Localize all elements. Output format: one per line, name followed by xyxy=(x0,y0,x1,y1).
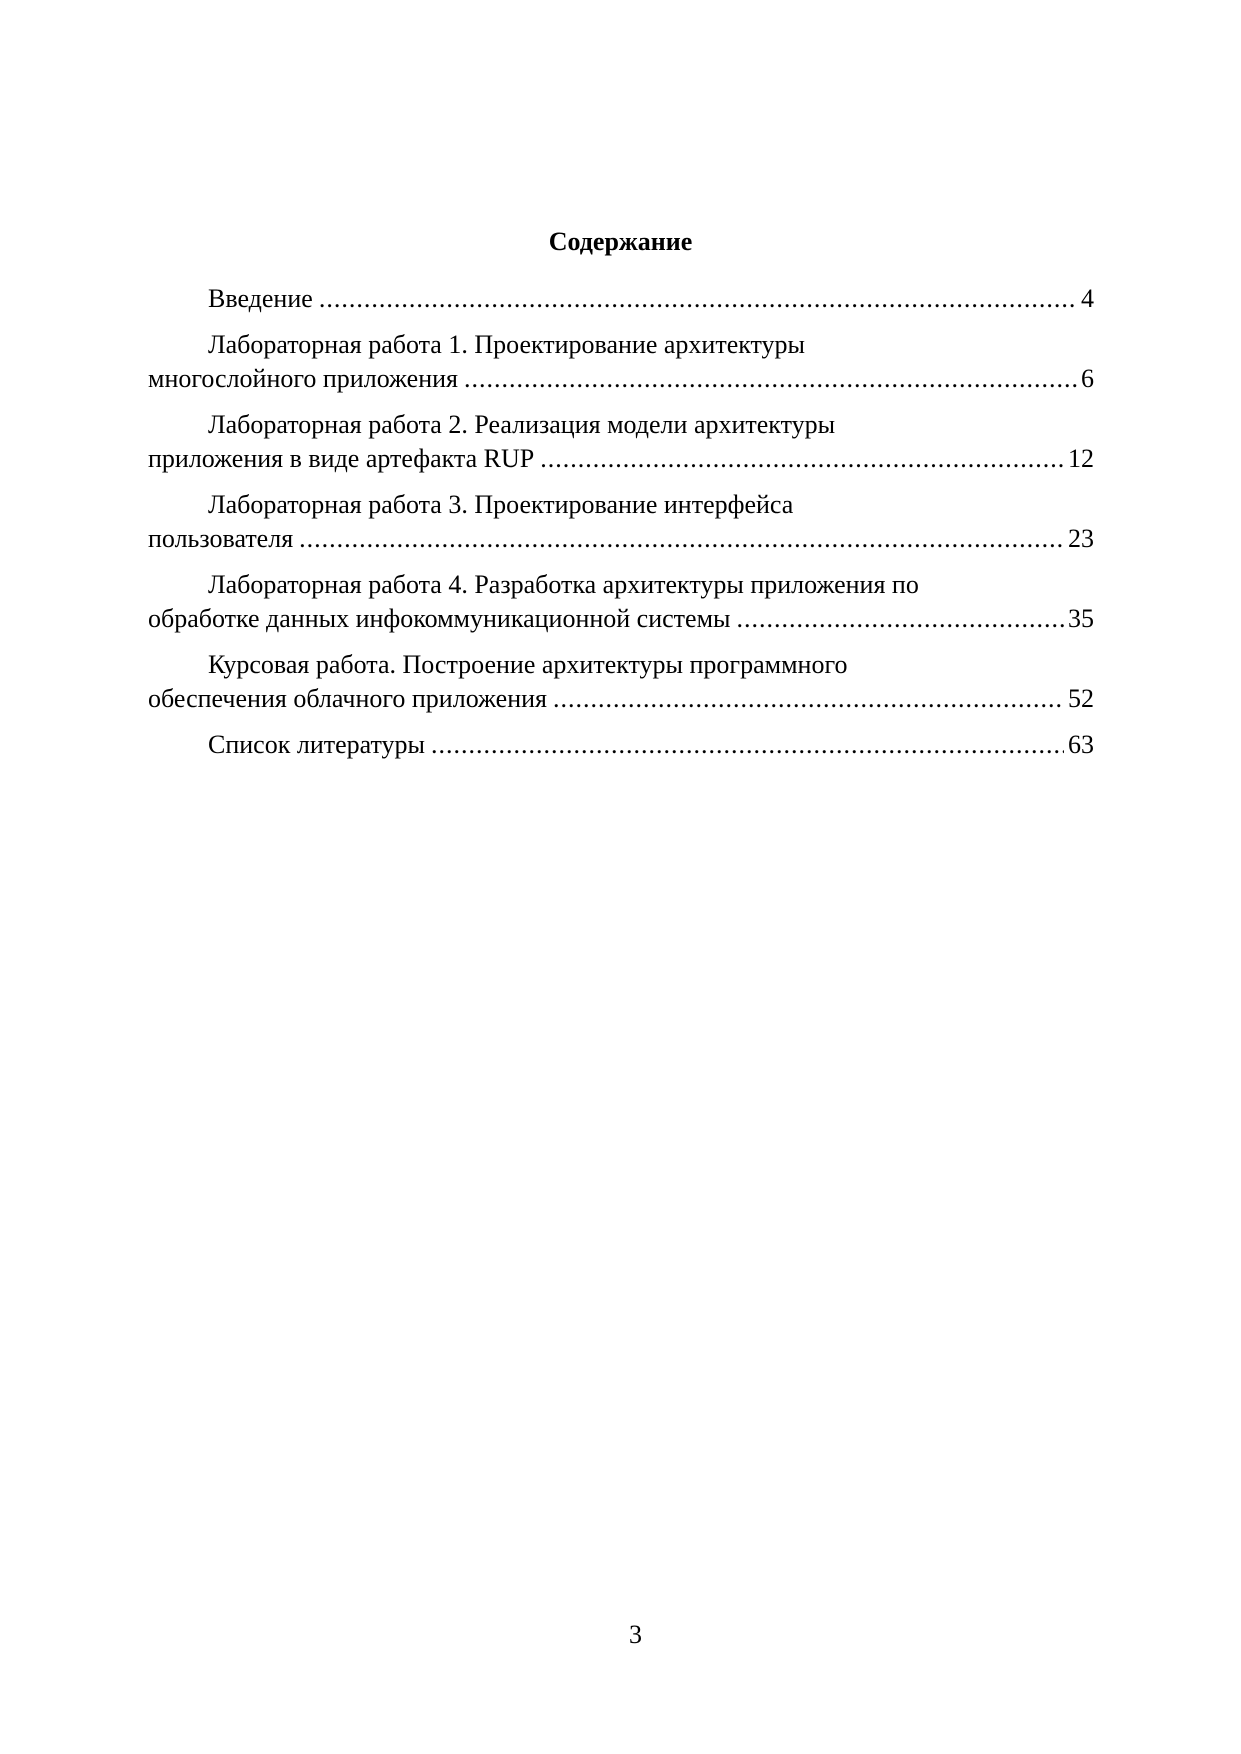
toc-leader-dots xyxy=(737,602,1065,636)
toc-entry-coursework[interactable] xyxy=(148,648,1094,716)
toc-entry-title: приложения в виде артефакта RUP xyxy=(148,444,535,473)
toc-entry-title: обработке данных инфокоммуникационной системы xyxy=(148,604,731,633)
toc-entry-page: 63 xyxy=(1068,730,1094,759)
toc-entry-lab-4[interactable] xyxy=(148,568,1094,636)
toc-entry-page: 6 xyxy=(1081,364,1094,393)
toc-entry-lab-3[interactable] xyxy=(148,488,1094,556)
toc-entry-title-line: Лабораторная работа 4. Разработка архитектуры приложения по xyxy=(208,570,919,599)
toc-entry-page: 35 xyxy=(1068,604,1094,633)
toc-entry-page: 23 xyxy=(1068,524,1094,553)
toc-entry-title: пользователя xyxy=(148,524,294,553)
toc-entry-title-line: Лабораторная работа 3. Проектирование интерфейса xyxy=(208,490,794,519)
toc-entry-introduction[interactable] xyxy=(148,282,1094,316)
toc-entry-page: 12 xyxy=(1068,444,1094,473)
toc-leader-dots xyxy=(431,728,1064,762)
toc-entry-lab-1[interactable] xyxy=(148,328,1094,396)
toc-entry-title-line: Курсовая работа. Построение архитектуры программного xyxy=(208,650,848,679)
toc-entry-page: 52 xyxy=(1068,684,1094,713)
toc-heading-text: Содержание xyxy=(548,227,693,256)
toc-leader-dots xyxy=(319,282,1077,316)
page-number: 3 xyxy=(629,1620,642,1649)
toc-entry-title-line: Лабораторная работа 1. Проектирование архитектуры xyxy=(208,330,806,359)
toc-entry-references[interactable] xyxy=(148,728,1094,762)
toc-leader-dots xyxy=(299,522,1064,556)
toc-entry-title: обеспечения облачного приложения xyxy=(148,684,547,713)
toc-heading xyxy=(0,224,1241,260)
table-of-contents xyxy=(148,282,1094,774)
toc-leader-dots xyxy=(540,442,1064,476)
toc-entry-title: Список литературы xyxy=(208,730,425,759)
toc-entry-title: Введение xyxy=(208,284,313,313)
toc-entry-title-line: Лабораторная работа 2. Реализация модели архитектуры xyxy=(208,410,836,439)
toc-entry-page: 4 xyxy=(1081,284,1094,313)
toc-entry-lab-2[interactable] xyxy=(148,408,1094,476)
toc-leader-dots xyxy=(553,682,1064,716)
toc-entry-title: многослойного приложения xyxy=(148,364,458,393)
toc-leader-dots xyxy=(464,362,1077,396)
